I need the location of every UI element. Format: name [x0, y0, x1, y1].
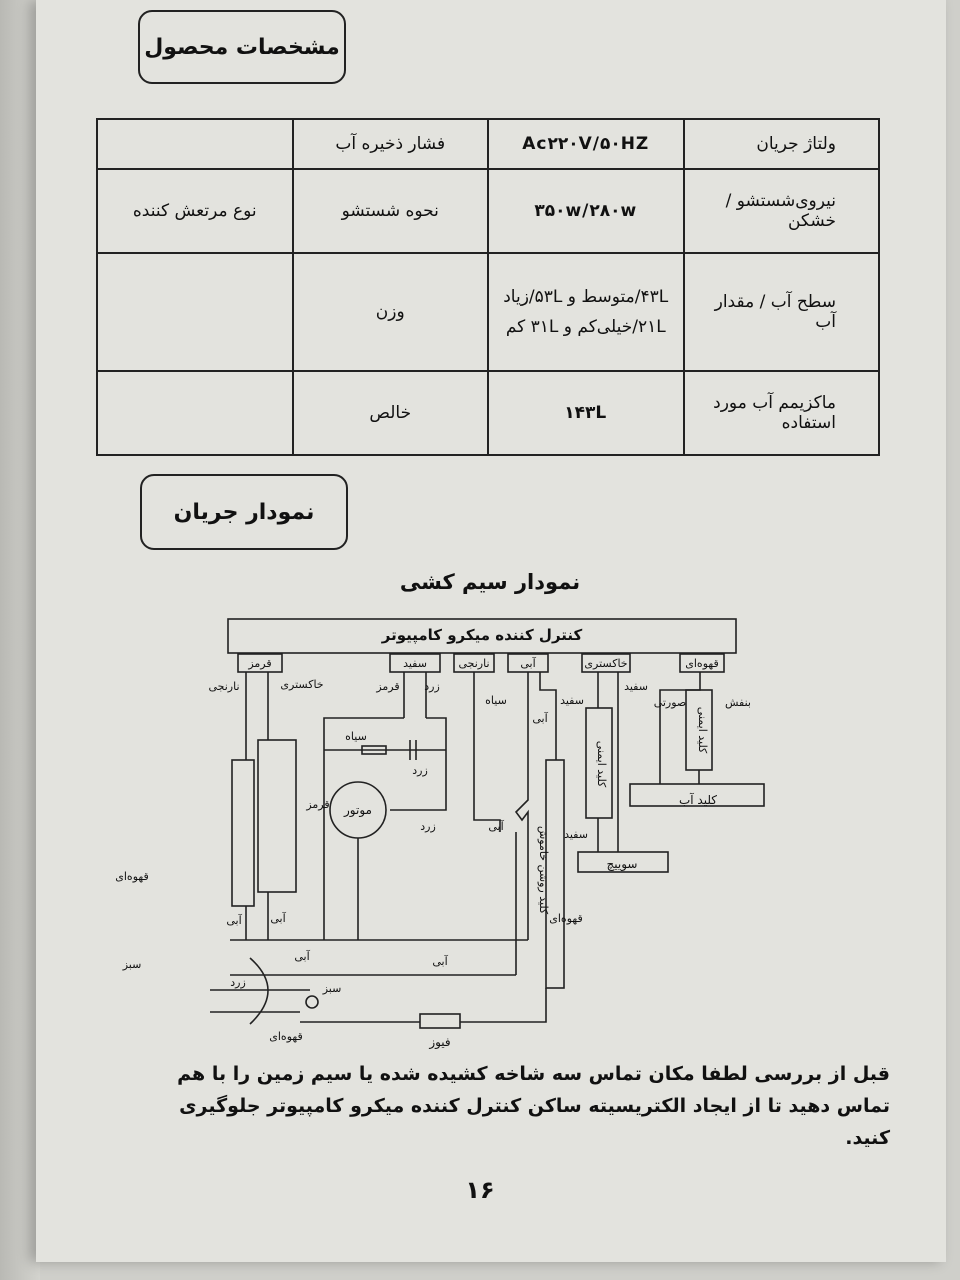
controller-label: کنترل کننده میکرو کامپیوتر [381, 626, 583, 644]
safety-key-1-label: کلید ایمنی [595, 740, 608, 788]
margin-label: سبز [122, 958, 142, 971]
table-cell: ولتاژ جریان [684, 119, 880, 169]
wire-label: بنفش [725, 696, 751, 709]
table-cell: نیروی‌شستشو / خشکن [684, 169, 880, 253]
wire-label: آبی [226, 914, 242, 927]
terminal-label: نارنجی [458, 657, 490, 670]
table-cell: Ac۲۲۰V/۵۰HZ [488, 119, 684, 169]
wire-label: قهوه‌ای [549, 912, 583, 925]
wire-label: آبی [488, 820, 504, 833]
on-off-key-label: کلید روشن خاموش [537, 825, 550, 915]
page-number: ۱۶ [465, 1176, 495, 1204]
table-cell: نوع مرتعش کننده [97, 169, 293, 253]
warning-text: قبل از بررسی لطفا مکان تماس سه شاخه کشیده شده یا سیم زمین را با هم تماس دهید تا از ایجاد الکتریسیته ساکن کنترل کننده میکرو کامپیوتر جلوگیری کنید. [177, 1063, 890, 1149]
margin-label: قهوه‌ای [115, 870, 149, 883]
wire-label: آبی [532, 712, 548, 725]
diagram-title: نمودار سیم کشی [399, 570, 581, 594]
wire-label: زرد [230, 976, 246, 989]
heater-element-left [232, 760, 254, 906]
table-cell: سطح آب / مقدار آب [684, 253, 880, 371]
wire-label: زرد [420, 820, 436, 833]
wire-label: سبز [322, 982, 342, 995]
wire-label: آبی [270, 912, 286, 925]
table-cell: فشار ذخیره آب [293, 119, 489, 169]
wire-label: سیاه [485, 694, 507, 707]
wire-label: آبی [432, 955, 448, 968]
table-cell: ۴۳L/متوسط و ۵۳L/زیاد ۲۱L/خیلی‌کم و ۳۱L کم [488, 253, 684, 371]
wire-label: سفید [560, 694, 584, 707]
table-cell: ماکزیمم آب مورد استفاده [684, 371, 880, 455]
table-cell: وزن [293, 253, 489, 371]
specs-heading-text: مشخصات محصول [144, 34, 340, 60]
table-cell: ۳۵۰w/۲۸۰w [488, 169, 684, 253]
wire-label: خاکستری [280, 678, 324, 691]
wire-label: قرمز [306, 798, 330, 811]
wire-label: سفید [624, 680, 648, 693]
wire-label: سفید [564, 828, 588, 841]
terminal-label: آبی [520, 657, 536, 670]
terminal-label: قرمز [248, 657, 272, 670]
table-cell: نحوه شستشو [293, 169, 489, 253]
table-cell: خالص [293, 371, 489, 455]
wire-label: نارنجی [208, 680, 240, 693]
wire-label: صورتی [653, 696, 687, 709]
plug-symbol [250, 958, 268, 1024]
wire-label: قرمز [376, 680, 400, 693]
switch-label: سوییچ [606, 857, 638, 871]
wire-label: زرد [412, 764, 428, 777]
fuse [420, 1014, 460, 1028]
wire-label: قهوه‌ای [269, 1030, 303, 1043]
water-key-label: کلید آب [678, 793, 718, 807]
terminal-label: خاکستری [584, 657, 628, 670]
wire-label: آبی [294, 950, 310, 963]
heater-element-right [258, 740, 296, 892]
terminal-label: سفید [403, 657, 427, 670]
wire-label: سیاه [345, 730, 367, 743]
ground-symbol [306, 996, 318, 1008]
motor-label: موتور [344, 803, 372, 817]
flow-heading-text: نمودار جریان [173, 499, 315, 525]
wire-label: زرد [424, 680, 440, 693]
terminal-label: قهوه‌ای [685, 657, 719, 670]
table-cell: ۱۴۳L [488, 371, 684, 455]
fuse-label: فیوز [429, 1035, 451, 1049]
safety-key-2-label: کلید ایمنی [696, 706, 709, 754]
